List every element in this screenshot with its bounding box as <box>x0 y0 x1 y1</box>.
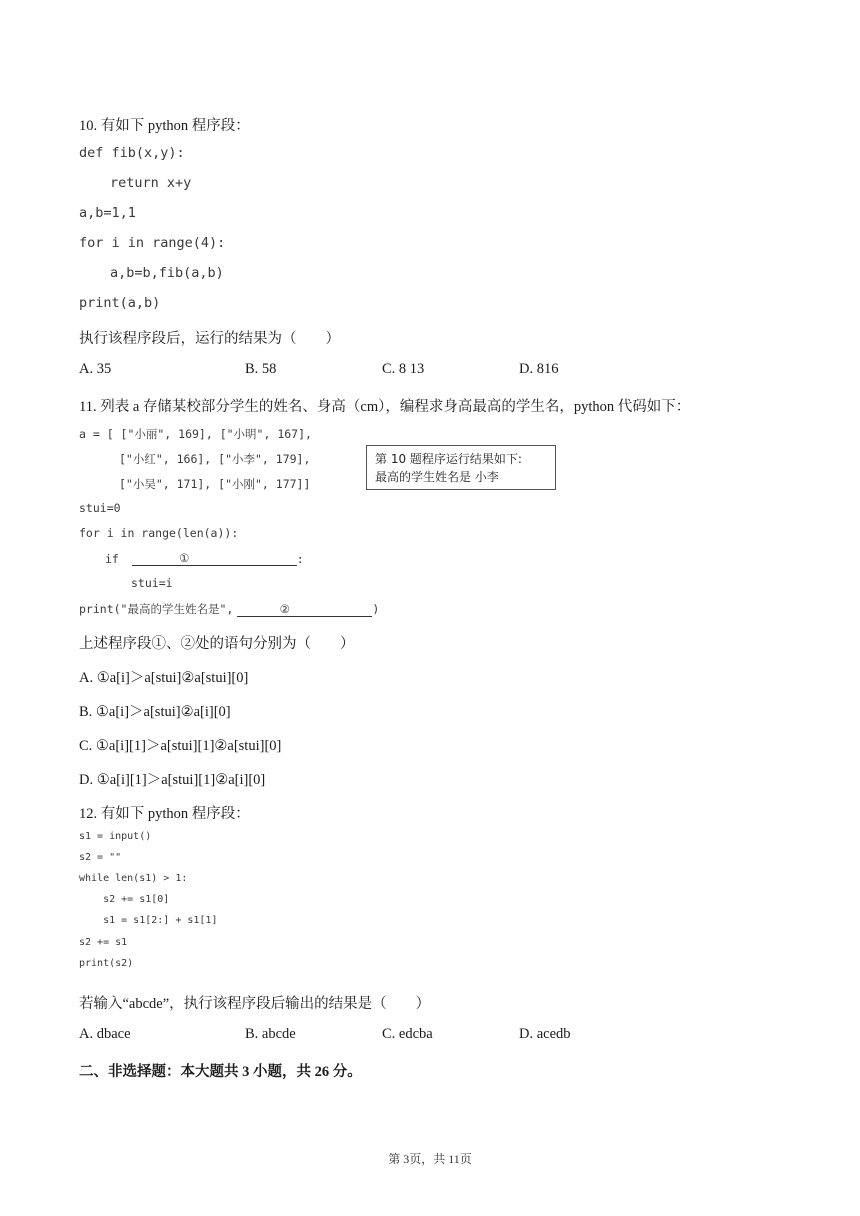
q10-code-line-2: return x+y <box>110 175 192 191</box>
q11-result-note <box>366 445 556 490</box>
page-footer: 第 3页，共 11页 <box>388 1152 472 1166</box>
q11-blank-2-marker: ② <box>279 602 290 616</box>
q11-option-a: A. ①a[i]＞a[stui]②a[stui][0] <box>79 670 249 686</box>
q11-question: 上述程序段①、②处的语句分别为（ ） <box>79 636 355 652</box>
q11-option-d: D. ①a[i][1]＞a[stui][1]②a[i][0] <box>79 772 266 788</box>
q12-option-b: B. abcde <box>245 1026 296 1042</box>
q10-question: 执行该程序段后，运行的结果为（ ） <box>79 331 340 347</box>
q11-code-line-3: ["小吴", 171], ["小刚", 177]] <box>119 477 311 491</box>
q11-print-prefix: print("最高的学生姓名是", <box>79 602 234 616</box>
q11-code-line-7: stui=i <box>131 576 173 590</box>
q12-code-line-7: print(s2) <box>79 958 134 969</box>
q11-code-line-5: for i in range(len(a)): <box>79 526 239 540</box>
q10-option-c: C. 8 13 <box>382 361 425 377</box>
q11-option-c: C. ①a[i][1]＞a[stui][1]②a[stui][0] <box>79 738 282 754</box>
q12-option-a: A. dbace <box>79 1026 131 1042</box>
q10-code-line-6: print(a,b) <box>79 295 161 311</box>
q11-code-line-1: a = [ ["小丽", 169], ["小明", 167], <box>79 427 312 441</box>
section-heading: 二、非选择题：本大题共 3 小题，共 26 分。 <box>79 1064 362 1080</box>
q11-note-line-1: 第 10 题程序运行结果如下: <box>375 452 522 466</box>
q11-if-keyword: if <box>105 552 119 566</box>
q11-blank-1 <box>132 551 297 566</box>
q10-code-line-1: def fib(x,y): <box>79 145 185 161</box>
q10-code-line-5: a,b=b,fib(a,b) <box>110 265 224 281</box>
q10-option-d: D. 816 <box>519 361 559 377</box>
q10-option-a: A. 35 <box>79 361 112 377</box>
q11-if-colon: : <box>296 552 304 566</box>
q12-code-line-3: while len(s1) > 1: <box>79 873 188 884</box>
q10-code-line-3: a,b=1,1 <box>79 205 136 221</box>
q12-code-line-5: s1 = s1[2:] + s1[1] <box>79 915 218 926</box>
q11-note-line-2: 最高的学生姓名是 小李 <box>375 470 499 484</box>
q12-option-d: D. acedb <box>519 1026 571 1042</box>
q12-option-c: C. edcba <box>382 1026 433 1042</box>
q11-print-close: ) <box>372 602 380 616</box>
q10-code-line-4: for i in range(4): <box>79 235 226 251</box>
q12-question: 若输入“abcde”，执行该程序段后输出的结果是（ ） <box>79 996 431 1012</box>
q11-option-b: B. ①a[i]＞a[stui]②a[i][0] <box>79 704 231 720</box>
q12-code-line-6: s2 += s1 <box>79 937 128 948</box>
q11-code-line-2: ["小红", 166], ["小李", 179], <box>119 452 311 466</box>
q12-stem: 12. 有如下 python 程序段： <box>79 806 250 822</box>
q11-code-line-4: stui=0 <box>79 501 121 515</box>
q11-stem: 11. 列表 a 存储某校部分学生的姓名、身高（cm），编程求身高最高的学生名，python 代码如下： <box>79 399 691 415</box>
q10-stem: 10. 有如下 python 程序段： <box>79 118 250 134</box>
q12-code-line-2: s2 = "" <box>79 852 122 863</box>
q11-code-line-print <box>79 601 379 617</box>
q11-code-line-if <box>105 551 304 566</box>
q11-blank-1-marker: ① <box>179 551 190 565</box>
q11-blank-2 <box>237 602 372 617</box>
q12-code-line-1: s1 = input() <box>79 831 152 842</box>
q12-code-line-4: s2 += s1[0] <box>79 894 170 905</box>
q10-option-b: B. 58 <box>245 361 277 377</box>
